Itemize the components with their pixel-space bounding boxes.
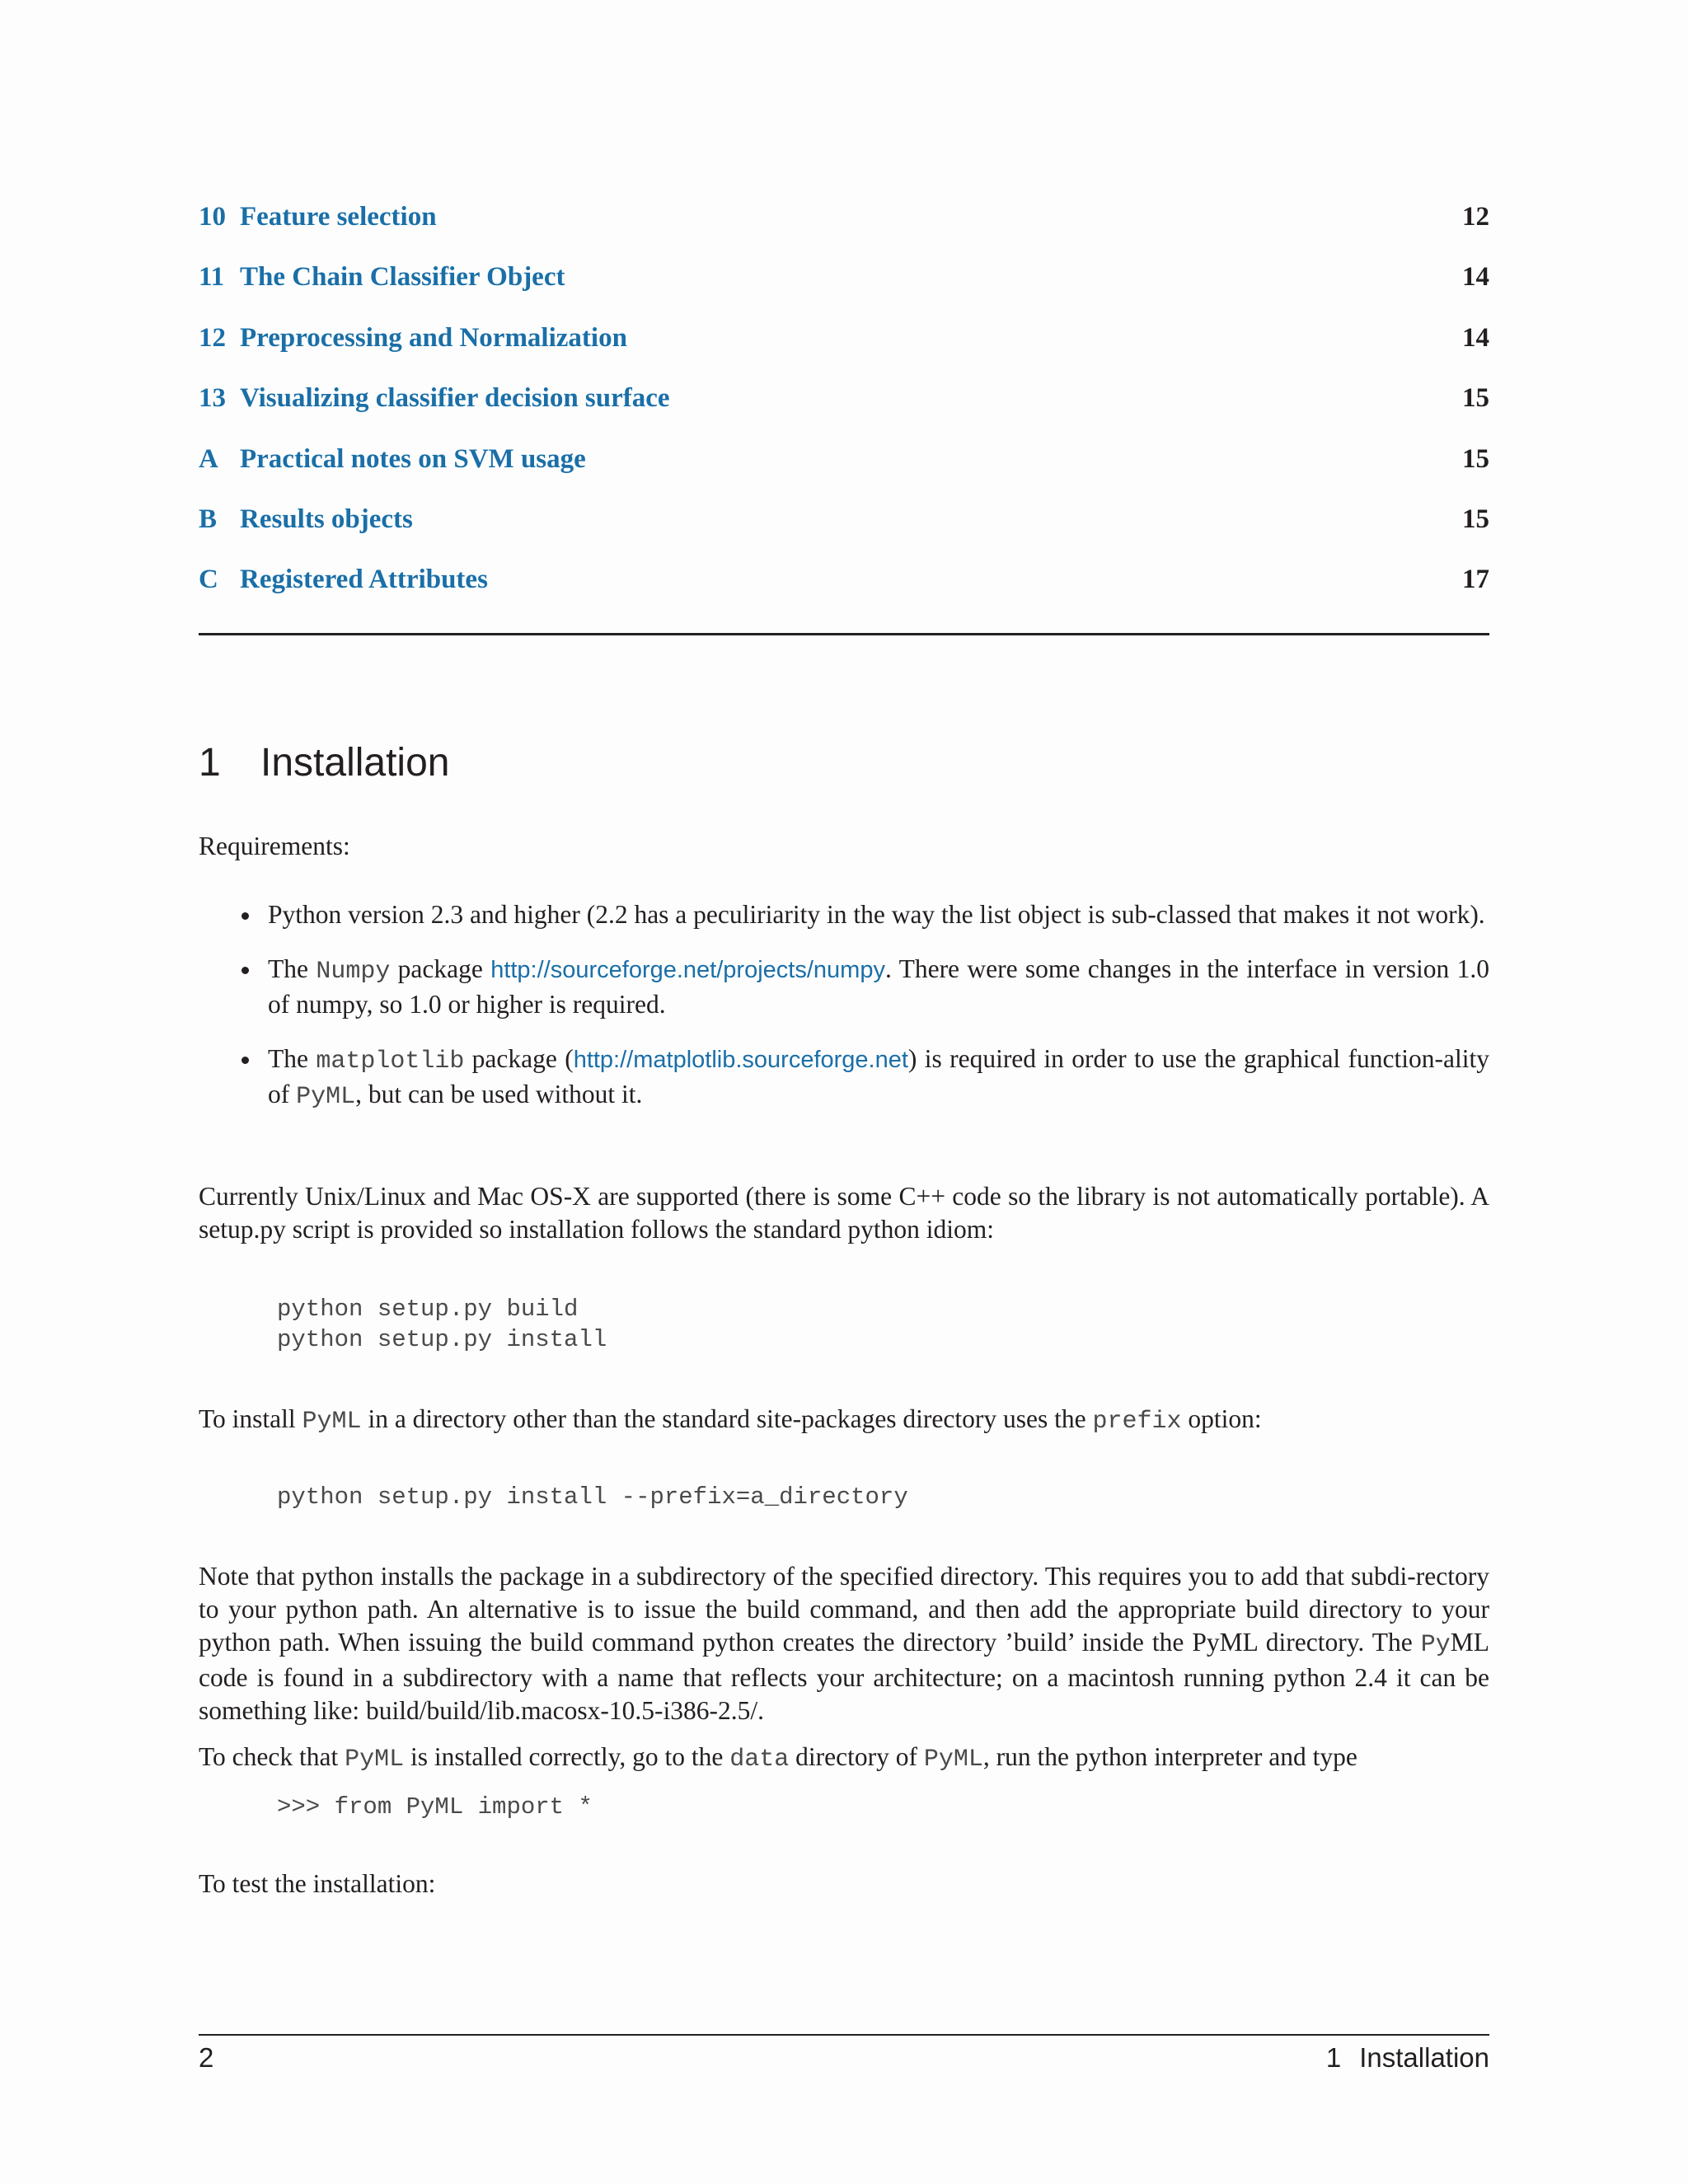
toc-entry-link[interactable]: Practical notes on SVM usage	[240, 443, 586, 474]
paragraph-text: option:	[1181, 1404, 1262, 1433]
toc-entry-page: 14	[1462, 322, 1489, 353]
toc-entry-page: 15	[1462, 383, 1489, 414]
toc-entry[interactable]	[199, 376, 1489, 436]
toc-entry-page: 14	[1462, 262, 1489, 293]
paragraph-text: in a directory other than the standard site-packages directory uses the	[361, 1404, 1093, 1433]
requirement-text: package (	[464, 1044, 574, 1073]
inline-code: prefix	[1092, 1408, 1182, 1436]
toc-entry-number: A	[199, 443, 218, 474]
toc-entry[interactable]	[199, 255, 1489, 315]
inline-code: data	[729, 1746, 790, 1774]
inline-code: PyML	[923, 1746, 983, 1774]
toc-entry[interactable]	[199, 316, 1489, 376]
list-item	[199, 953, 1489, 1021]
running-header	[1326, 2042, 1489, 2074]
paragraph-text: , run the python interpreter and type	[982, 1742, 1357, 1771]
requirements-list	[199, 898, 1489, 1135]
section-number: 1	[199, 741, 221, 785]
requirements-label: Requirements:	[199, 832, 350, 860]
toc-entry-page: 12	[1462, 202, 1489, 232]
inline-code: matplotlib	[316, 1047, 465, 1076]
paragraph-text: Note that python installs the package in a subdirectory of the specified directory. This requires you to add that subdi-rectory to your python path. An alternative is to issue the build command, and then add the appropriate build directory to your python path. When issuing the build command python creates the directory ’build’ inside the PyML directory. The	[199, 1562, 1489, 1657]
toc-entry[interactable]	[199, 557, 1489, 617]
paragraph-text: directory of	[789, 1742, 924, 1771]
toc-entry-page: 15	[1462, 504, 1489, 534]
toc-entry-link[interactable]: Preprocessing and Normalization	[240, 322, 627, 353]
paragraph-text: To install	[199, 1404, 302, 1433]
toc-entry[interactable]	[199, 194, 1489, 255]
requirement-text: ) is required in order to use the graphical function-ality of	[268, 1044, 1489, 1108]
list-item	[199, 1043, 1489, 1113]
code-block-install: python setup.py build python setup.py install	[277, 1296, 607, 1353]
section-heading	[199, 740, 449, 785]
footer-divider	[199, 2034, 1489, 2036]
code-block-import: >>> from PyML import *	[277, 1793, 593, 1821]
inline-code: PyML	[296, 1083, 356, 1111]
document-page	[199, 0, 1489, 2184]
requirement-text: . There were some changes in the interface in version 1.0 of numpy, so 1.0 or higher is required.	[268, 954, 1489, 1019]
toc-entry-number: B	[199, 504, 218, 534]
list-item	[199, 898, 1489, 931]
toc-entry-page: 15	[1462, 443, 1489, 474]
toc-entry-link[interactable]: Feature selection	[240, 202, 437, 232]
toc-entry-link[interactable]: The Chain Classifier Object	[240, 262, 565, 293]
paragraph-text: To check that	[199, 1742, 345, 1771]
requirement-text: The	[268, 1044, 316, 1073]
matplotlib-link[interactable]: http://matplotlib.sourceforge.net	[573, 1047, 908, 1073]
toc-entry-number: 13	[199, 383, 226, 414]
toc-entry-number: C	[199, 565, 218, 595]
section-title: Installation	[260, 741, 450, 785]
requirement-text: The	[268, 954, 316, 983]
requirement-text: Python version 2.3 and higher (2.2 has a peculiriarity in the way the list object is sub-classed that makes it not work).	[268, 900, 1485, 929]
footer-section-title: Installation	[1359, 2042, 1489, 2073]
toc-divider	[199, 633, 1489, 635]
toc-entry-link[interactable]: Visualizing classifier decision surface	[240, 383, 670, 414]
inline-code: Numpy	[316, 958, 391, 986]
toc-entry-number: 10	[199, 202, 226, 232]
table-of-contents	[199, 194, 1489, 618]
requirement-text: , but can be used without it.	[355, 1080, 643, 1108]
inline-code: PyML	[302, 1408, 362, 1436]
paragraph-text: ML code is found in a subdirectory with a name that reflects your architecture; on a macintosh running python 2.4 it can be something like: build/build/lib.macosx-10.5-i386-2.5/.	[199, 1628, 1489, 1725]
toc-entry[interactable]	[199, 437, 1489, 497]
prefix-paragraph	[199, 1403, 1489, 1438]
page-number: 2	[199, 2042, 214, 2073]
check-paragraph	[199, 1741, 1489, 1776]
inline-code: Py	[1420, 1631, 1451, 1659]
test-paragraph: To test the installation:	[199, 1869, 436, 1898]
footer-section-number: 1	[1325, 2042, 1342, 2073]
note-paragraph	[199, 1560, 1489, 1727]
requirement-text: package	[390, 954, 491, 983]
code-block-prefix: python setup.py install --prefix=a_directory	[277, 1483, 908, 1511]
toc-entry-link[interactable]: Results objects	[240, 504, 413, 534]
inline-code: PyML	[345, 1746, 405, 1774]
support-paragraph: Currently Unix/Linux and Mac OS-X are supported (there is some C++ code so the library is not automatically portable). A setup.py script is provided so installation follows the standard python idiom:	[199, 1182, 1489, 1244]
numpy-link[interactable]: http://sourceforge.net/projects/numpy	[490, 957, 885, 983]
toc-entry-number: 11	[199, 262, 225, 293]
paragraph-text: is installed correctly, go to the	[404, 1742, 730, 1771]
toc-entry-page: 17	[1462, 565, 1489, 595]
toc-entry-link[interactable]: Registered Attributes	[240, 565, 488, 595]
toc-entry-number: 12	[199, 322, 226, 353]
toc-entry[interactable]	[199, 497, 1489, 557]
